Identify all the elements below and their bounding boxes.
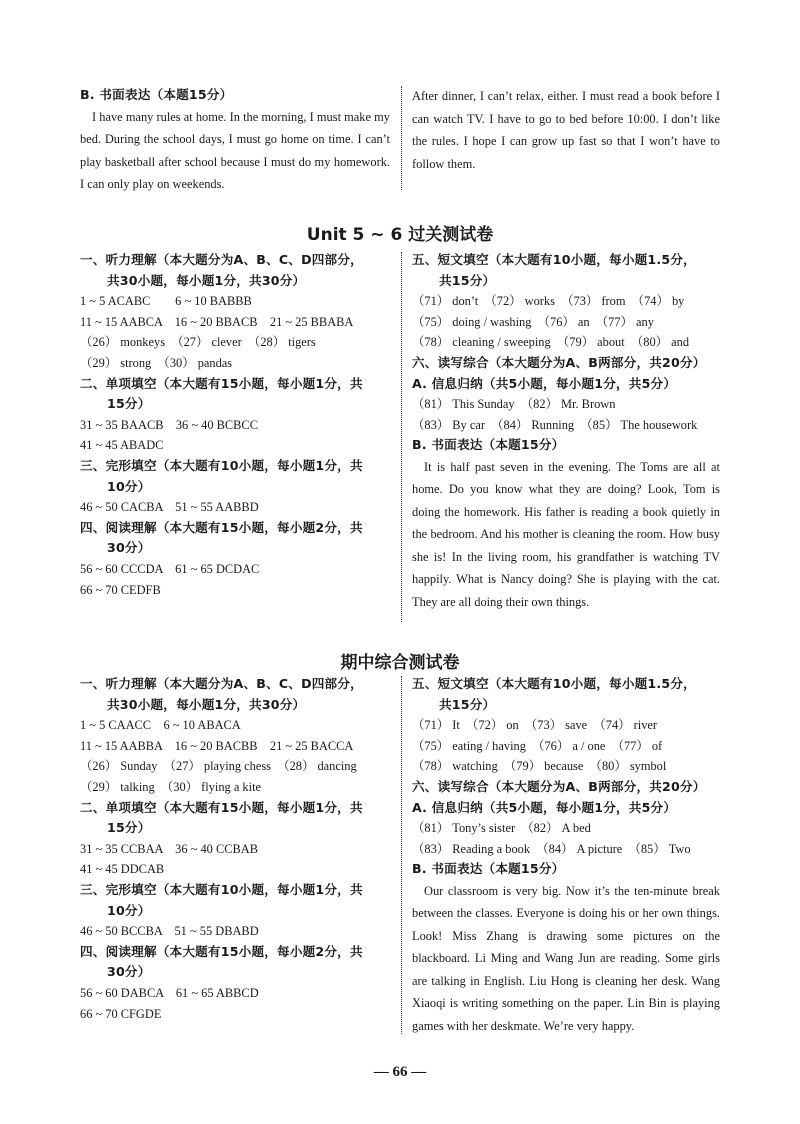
unit56-right-column: [412, 250, 720, 613]
section-heading: 一、听力理解（本大题分为A、B、C、D四部分，: [80, 676, 363, 691]
midterm-right-column: [412, 674, 720, 1037]
column-divider-midterm: [401, 676, 402, 1034]
answer-line: 66 ~ 70 CEDFB: [80, 582, 161, 597]
answer-line: （26） monkeys （27） clever （28） tigers: [80, 335, 316, 350]
section-heading: 三、完形填空（本大题有10小题，每小题1分，共: [80, 881, 363, 897]
top-right-column: [412, 85, 720, 175]
section-heading-continued: 共15分）: [439, 272, 496, 288]
answer-line: 11 ~ 15 AABCA 16 ~ 20 BBACB 21 ~ 25 BBABA: [80, 314, 354, 329]
column-divider-top: [401, 86, 402, 190]
writing-essay-top-left: I have many rules at home. In the morning, I must make my bed. During the school days, I must go home on time. I can’t play basketball after school because I must do my homework. I can only play on weekends.: [80, 109, 390, 192]
answer-line: 31 ~ 35 CCBAA 36 ~ 40 CCBAB: [80, 841, 258, 856]
answer-line: 46 ~ 50 CACBA 51 ~ 55 AABBD: [80, 500, 259, 515]
section-heading: 四、阅读理解（本大题有15小题，每小题2分，共: [80, 943, 363, 959]
section-heading-continued: 15分）: [107, 396, 151, 412]
answer-line: 1 ~ 5 CAACC 6 ~ 10 ABACA: [80, 718, 241, 733]
answer-line: 41 ~ 45 ABADC: [80, 438, 164, 453]
answer-line: 56 ~ 60 DABCA 61 ~ 65 ABBCD: [80, 985, 259, 1000]
section-heading: A. 信息归纳（共5小题，每小题1分，共5分）: [412, 375, 677, 391]
midterm-left-column: [80, 674, 390, 1024]
midterm-title: 期中综合测试卷: [340, 653, 460, 673]
answer-line: （78） cleaning / sweeping （79） about （80） and: [412, 335, 690, 350]
midterm-essay: Our classroom is very big. Now it’s the ten-minute break between the classes. Everyone is doing his or her own things. Look! Miss Zhang is drawing some pictures on the blackboard. Li Ming and Wang Jun are reading. Some girls are talking in English. Liu Hong is cleaning her desk. Wang Xiaoqi is writing something on the paper. Lin Bin is playing games with her deskmate. We’re very happy.: [412, 883, 720, 1033]
section-heading: B. 书面表达（本题15分）: [412, 437, 565, 453]
section-heading-continued: 30分）: [107, 540, 151, 556]
section-heading: 四、阅读理解（本大题有15小题，每小题2分，共: [80, 519, 363, 535]
section-heading-continued: 共15分）: [439, 696, 496, 712]
answer-line: 46 ~ 50 BCCBA 51 ~ 55 DBABD: [80, 924, 259, 939]
section-heading: 五、短文填空（本大题有10小题，每小题1.5分，: [412, 252, 696, 267]
answer-line: （29） talking （30） flying a kite: [80, 779, 262, 794]
answer-line: 66 ~ 70 CFGDE: [80, 1006, 162, 1021]
section-heading: A. 信息归纳（共5小题，每小题1分，共5分）: [412, 799, 677, 815]
answer-line: （83） Reading a book （84） A picture （85） Two: [412, 841, 691, 856]
answer-line: （71） don’t （72） works （73） from （74） by: [412, 294, 685, 309]
section-heading: 三、完形填空（本大题有10小题，每小题1分，共: [80, 457, 363, 473]
answer-line: （75） doing / washing （76） an （77） any: [412, 314, 654, 329]
section-heading: 二、单项填空（本大题有15小题，每小题1分，共: [80, 375, 363, 391]
answer-line: （81） This Sunday （82） Mr. Brown: [412, 397, 616, 412]
answer-line: 56 ~ 60 CCCDA 61 ~ 65 DCDAC: [80, 561, 260, 576]
page-number: — 66 —: [373, 1064, 427, 1080]
section-heading-continued: 共30小题，每小题1分，共30分）: [107, 272, 306, 288]
answer-line: （81） Tony’s sister （82） A bed: [412, 821, 591, 836]
column-divider-unit56: [401, 252, 402, 622]
writing-essay-top-right: After dinner, I can’t relax, either. I must read a book before I can watch TV. I have to go to bed before 10:00. I don’t like the rules. I hope I can grow up fast so that I won’t have to follow them.: [412, 89, 720, 171]
section-heading-continued: 10分）: [107, 478, 151, 494]
unit56-essay: It is half past seven in the evening. The Toms are all at home. Do you know what they are doing? Look, Tom is doing the homework. His father is reading a book quietly in the bedroom. And his mother is cleaning the room. How busy she is! In the living room, his grandfather is watching TV happily. What is Nancy doing? She is playing with the cat. They are all doing their own things.: [412, 459, 720, 609]
answer-line: 11 ~ 15 AABBA 16 ~ 20 BACBB 21 ~ 25 BACCA: [80, 738, 354, 753]
section-heading: 二、单项填空（本大题有15小题，每小题1分，共: [80, 799, 363, 815]
answer-line: 1 ~ 5 ACABC 6 ~ 10 BABBB: [80, 294, 252, 309]
section-heading-continued: 10分）: [107, 902, 151, 918]
section-heading: 五、短文填空（本大题有10小题，每小题1.5分，: [412, 676, 696, 691]
section-heading: 六、读写综合（本大题分为A、B两部分，共20分）: [412, 354, 706, 370]
section-heading-continued: 共30小题，每小题1分，共30分）: [107, 696, 306, 712]
section-heading-continued: 15分）: [107, 820, 151, 836]
answer-line: （75） eating / having （76） a / one （77） of: [412, 738, 663, 753]
section-heading-continued: 30分）: [107, 964, 151, 980]
answer-line: （71） It （72） on （73） save （74） river: [412, 718, 658, 733]
answer-line: （78） watching （79） because （80） symbol: [412, 759, 667, 774]
top-left-column: [80, 85, 390, 196]
answer-line: （83） By car （84） Running （85） The housework: [412, 417, 698, 432]
answer-line: 41 ~ 45 DDCAB: [80, 862, 165, 877]
section-heading: 六、读写综合（本大题分为A、B两部分，共20分）: [412, 778, 706, 794]
section-heading: 一、听力理解（本大题分为A、B、C、D四部分，: [80, 252, 363, 267]
writing-heading: B. 书面表达（本题15分）: [80, 87, 233, 102]
section-heading: B. 书面表达（本题15分）: [412, 861, 565, 877]
answer-line: （29） strong （30） pandas: [80, 355, 233, 370]
unit56-title: Unit 5 ~ 6 过关测试卷: [306, 225, 494, 245]
answer-line: 31 ~ 35 BAACB 36 ~ 40 BCBCC: [80, 417, 258, 432]
answer-line: （26） Sunday （27） playing chess （28） dancing: [80, 759, 357, 774]
unit56-left-column: [80, 250, 390, 600]
